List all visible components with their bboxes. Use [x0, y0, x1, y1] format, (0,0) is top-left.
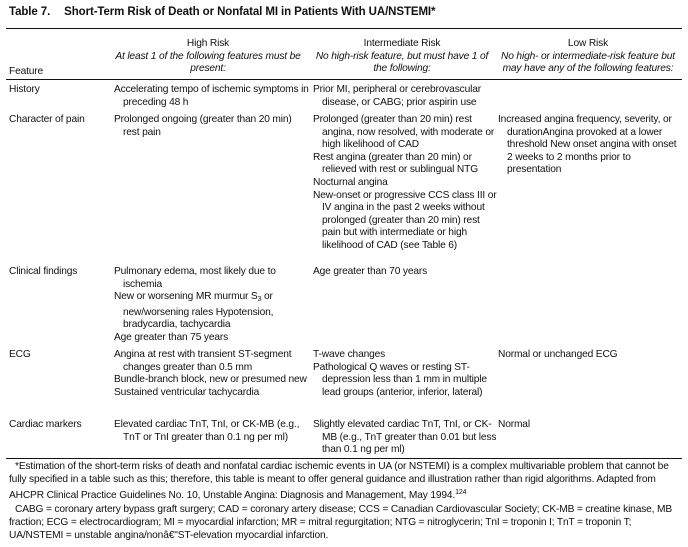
mr-suffix: or new/worsening rales Hypotension, bradycardia, tachycardia: [123, 291, 274, 331]
row-markers-low: [498, 419, 681, 432]
pain-intermediate-item-1: Prolonged (greater than 20 min) rest angina, now resolved, with moderate or high likelihood of CAD: [313, 114, 495, 151]
row-pain-intermediate: [313, 114, 497, 253]
mr-prefix: New or worsening MR murmur S: [114, 291, 258, 303]
history-high-item: Accelerating tempo of ischemic symptoms in preceding 48 h: [114, 84, 309, 108]
pain-high-item: Prolonged ongoing (greater than 20 min) rest pain: [114, 114, 292, 138]
row-clinical-feature: Clinical findings: [9, 266, 78, 277]
footnote-abbreviations: CABG = coronary artery bypass graft surgery; CAD = coronary artery disease; CCS = Canadian Cardiovascular Society; CK-MB = creatine kinase, MB fraction; ECG = electrocardiogram; MI = myocardial infarction; MR = mitral regurgitation; NTG = nitroglycerin; TnI = troponin I; TnT = troponin T; UA/NSTEMI = unstable angina/nonâ€"ST-elevation myocardial infarction.: [9, 503, 673, 541]
footnote-estimation: [9, 461, 679, 503]
bottom-rule: [6, 458, 682, 459]
clinical-high-item-1: Pulmonary edema, most likely due to ischemia: [114, 266, 276, 290]
markers-high-item: Elevated cardiac TnT, TnI, or CK-MB (e.g., TnT or TnI greater than 0.1 ng per ml): [114, 419, 300, 443]
row-history-feature: History: [9, 84, 40, 95]
header-low: [495, 38, 681, 76]
row-ecg-intermediate: [313, 349, 497, 399]
markers-low-item: Normal: [498, 419, 530, 430]
header-intermediate-sub: No high-risk feature, but must have 1 of the following:: [315, 50, 489, 75]
ecg-high-item-1: Angina at rest with transient ST-segment changes greater than 0.5 mm: [114, 349, 292, 373]
ecg-high-item-2: Bundle-branch block, new or presumed new: [114, 374, 307, 386]
top-rule: [6, 28, 682, 29]
row-clinical-intermediate: [313, 266, 497, 279]
markers-intermediate-item: Slightly elevated cardiac TnT, TnI, or CK-MB (e.g., TnT greater than 0.01 but less than 0.1 ng per ml): [313, 419, 497, 456]
header-high-sub: At least 1 of the following features must be present:: [115, 50, 301, 75]
clinical-high-item-3: Age greater than 75 years: [114, 331, 229, 343]
row-history-high: [114, 84, 312, 109]
row-markers-feature: Cardiac markers: [9, 419, 82, 430]
header-low-sub: No high- or intermediate-risk feature but may have any of the following features:: [501, 50, 675, 75]
table-title: [9, 6, 435, 18]
header-intermediate-title: Intermediate Risk: [363, 38, 441, 49]
header-high: [108, 38, 308, 76]
clinical-high-item-2: [114, 291, 304, 332]
ecg-intermediate-item-1: T-wave changes: [313, 349, 386, 360]
row-markers-high: [114, 419, 304, 444]
mr-subscript: 3: [257, 296, 262, 304]
pain-intermediate-item-4: New-onset or progressive CCS class III or IV angina in the past 2 weeks without prolonged (greater than 20 min) rest pain but with intermediate or high likelihood of CAD (see Table 6): [313, 189, 497, 251]
row-pain-low: [498, 114, 681, 177]
header-feature: Feature: [9, 66, 44, 77]
footnote-ref: 124: [455, 488, 467, 496]
header-low-title: Low Risk: [567, 38, 609, 49]
pain-low-item: Increased angina frequency, severity, or durationAngina provoked at a lower threshold New onset angina with onset 2 weeks to 2 months prior to presentation: [498, 114, 677, 176]
header-rule: [6, 79, 682, 80]
pain-intermediate-item-2: Rest angina (greater than 20 min) or relieved with rest or sublingual NTG: [313, 151, 478, 176]
history-intermediate-item: Prior MI, peripheral or cerebrovascular disease, or CABG; prior aspirin use: [313, 84, 481, 108]
row-history-intermediate: [313, 84, 497, 109]
footnote-estimation-text: *Estimation of the short-term risks of death and nonfatal cardiac ischemic events in UA (or NSTEMI) is a complex multivariable problem that cannot be fully specified in a table such as this; therefore, this table is meant to offer general guidance and illustration rather than rigid algorithms. Adapted from AHCPR Clinical Practice Guidelines No. 10, Unstable Angina: Diagnosis and Management, May 1994.: [9, 461, 669, 501]
ecg-intermediate-item-2: Pathological Q waves or resting ST-depression less than 1 mm in multiple lead groups (anterior, inferior, lateral): [313, 361, 487, 398]
row-pain-feature: Character of pain: [9, 114, 85, 125]
header-high-title: High Risk: [186, 38, 230, 49]
table-title-text: Short-Term Risk of Death or Nonfatal MI in Patients With UA/NSTEMI*: [64, 6, 436, 18]
footnotes: [9, 461, 679, 542]
ecg-low-item: Normal or unchanged ECG: [498, 349, 618, 360]
pain-intermediate-item-3: Nocturnal angina: [313, 176, 388, 188]
header-intermediate: [311, 38, 493, 76]
row-pain-high: [114, 114, 304, 139]
ecg-high-item-3: Sustained ventricular tachycardia: [114, 386, 260, 398]
clinical-intermediate-item: Age greater than 70 years: [313, 266, 428, 277]
row-markers-intermediate: [313, 419, 497, 457]
row-ecg-high: [114, 349, 310, 399]
row-clinical-high: [114, 266, 304, 345]
row-ecg-feature: ECG: [9, 349, 31, 360]
table-number: Table 7.: [9, 6, 51, 18]
row-ecg-low: [498, 349, 681, 362]
